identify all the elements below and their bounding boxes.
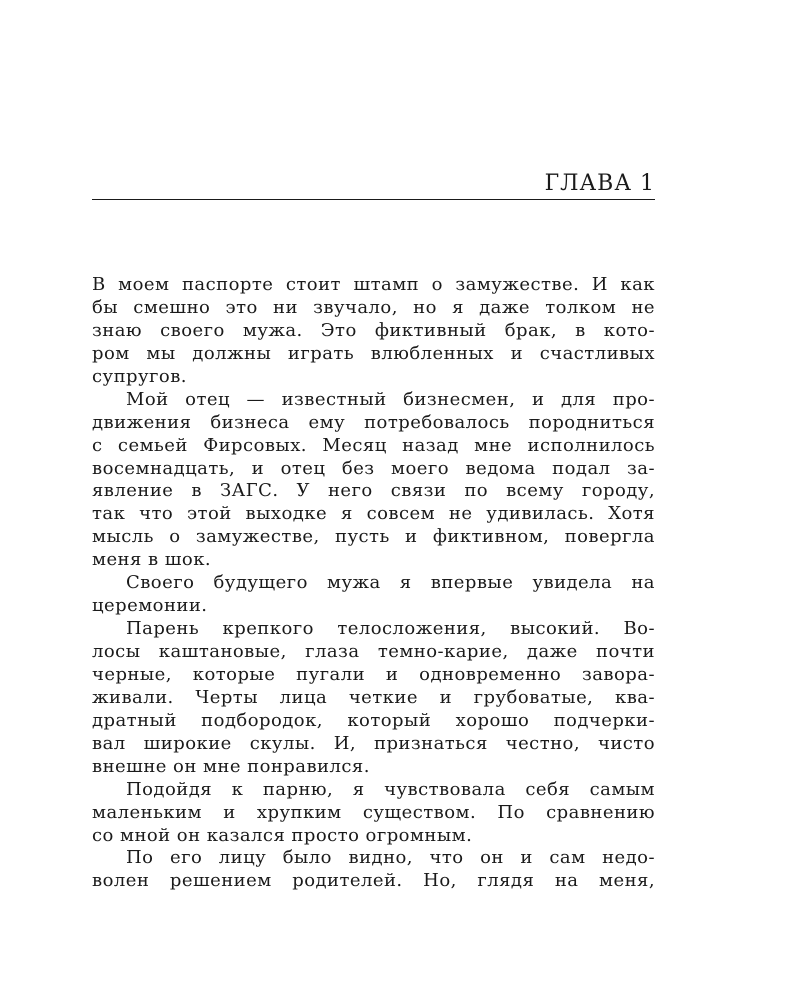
text-line: меня в шок. xyxy=(92,549,212,571)
text-line: мысль о замужестве, пусть и фиктивном, повергла xyxy=(92,526,655,548)
text-line: супругов. xyxy=(92,365,187,387)
text-line: дратный подбородок, который хорошо подчерки- xyxy=(92,709,655,731)
chapter-title: ГЛАВА 1 xyxy=(544,171,655,196)
text-line: так что этой выходке я совсем не удивилась. Хотя xyxy=(92,503,655,525)
text-line: В моем паспорте стоит штамп о замужестве. И как xyxy=(92,274,655,295)
text-line: бы смешно это ни звучало, но я даже толком не xyxy=(92,296,655,318)
text-line: живали. Черты лица четкие и грубоватые, ква- xyxy=(92,686,655,708)
text-line: со мной он казался просто огромным. xyxy=(92,824,473,846)
body-text xyxy=(92,274,655,893)
text-line: маленьким и хрупким существом. По сравнению xyxy=(92,801,655,823)
text-line: Мой отец — известный бизнесмен, и для про- xyxy=(126,388,655,410)
text-line: лосы каштановые, глаза темно-карие, даже почти xyxy=(92,641,655,662)
text-line: Парень крепкого телосложения, высокий. Во- xyxy=(126,618,655,640)
chapter-rule xyxy=(92,199,655,200)
text-line: явление в ЗАГС. У него связи по всему городу, xyxy=(92,480,655,502)
text-line: Своего будущего мужа я впервые увидела на xyxy=(126,572,655,594)
text-line: внешне он мне понравился. xyxy=(92,755,370,777)
text-line: с семьей Фирсовых. Месяц назад мне исполнилось xyxy=(92,434,655,456)
text-line: восемнадцать, и отец без моего ведома подал за- xyxy=(92,457,655,479)
text-line: черные, которые пугали и одновременно завора- xyxy=(92,663,655,685)
text-line: По его лицу было видно, что он и сам недо- xyxy=(126,847,655,869)
text-line: церемонии. xyxy=(92,595,208,617)
text-line: вал широкие скулы. И, признаться честно, чисто xyxy=(92,732,655,754)
text-line: знаю своего мужа. Это фиктивный брак, в кото- xyxy=(92,319,655,341)
text-line: движения бизнеса ему потребовалось породниться xyxy=(92,411,655,433)
text-line: Подойдя к парню, я чувствовала себя самым xyxy=(126,778,655,800)
text-line: ром мы должны играть влюбленных и счастливых xyxy=(92,342,655,364)
text-line: волен решением родителей. Но, глядя на меня, xyxy=(92,870,655,892)
